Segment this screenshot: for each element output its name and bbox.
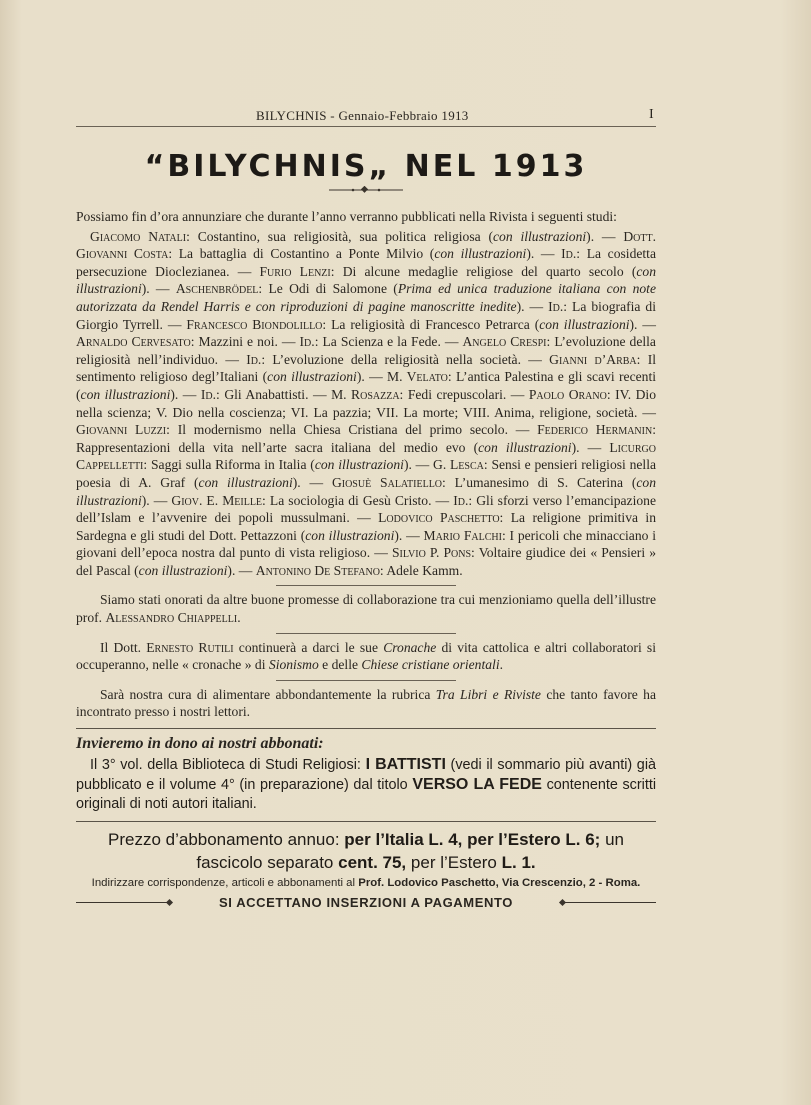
rubrica-paragraph <box>76 686 656 721</box>
article-note: con illustrazioni <box>267 369 357 385</box>
article-author: Dott. Giovanni Costa <box>76 228 656 262</box>
inserzioni-notice: SI ACCETTANO INSERZIONI A PAGAMENTO <box>218 895 513 911</box>
article-title: Mazzini e noi <box>198 334 275 350</box>
article-title: Fedi crepuscolari <box>407 386 503 402</box>
article-title: Il modernismo nella Chiesa Cristiana del primo secolo <box>177 422 505 438</box>
article-title: La battaglia di Costantino a Ponte Milvio <box>178 246 424 262</box>
article-title: La Scienza e la Fede <box>322 334 438 350</box>
page-number: I <box>649 107 654 122</box>
article-entry: — Id.: La Scienza e la Fede. <box>277 334 441 350</box>
article-author: Id. <box>453 492 469 508</box>
address-name: Prof. Lodovico Paschetto, Via Crescenzio, 2 - Roma. <box>358 877 641 890</box>
article-author: Giovanni Luzzi <box>76 422 167 438</box>
article-entry: — Id.: La cosidetta persecuzione Dioclezianea. <box>76 246 656 279</box>
rutili-mid3: e delle <box>322 657 359 673</box>
rutili-mid1: continuerà a darci le sue <box>238 639 378 655</box>
rubrica-pre: Sarà nostra cura di alimentare abbondantemente la rubrica <box>100 686 431 702</box>
running-head: BILYCHNIS - Gennaio-Febbraio 1913 <box>256 108 469 123</box>
article-title: La religiosità di Francesco Petrarca <box>331 316 530 332</box>
subscription-price <box>76 828 656 874</box>
article-entry: — Federico Hermanin: Rappresentazioni della vita nell’arte sacra italiana del medio evo (con illustrazioni). <box>76 422 656 455</box>
article-author: M. Velato <box>387 369 448 385</box>
article-title: Il sentimento religioso degl’Italiani <box>76 351 657 385</box>
article-title: Rappresentazioni della vita nell’arte sacra italiana del medio evo <box>76 439 466 455</box>
article-title: Saggi sulla Riforma in Italia <box>150 457 307 473</box>
article-author: Giacomo Natali <box>90 228 187 244</box>
article-author: Furio Lenzi <box>259 263 331 279</box>
article-entry: — Arnaldo Cervesato: Mazzini e noi. <box>76 316 656 350</box>
article-author: Paolo Orano <box>528 386 607 402</box>
rutili-sionismo: Sionismo <box>268 657 319 673</box>
price-text-2: un fascicolo separato <box>196 830 624 873</box>
article-author: M. Rosazza <box>331 386 400 402</box>
rubrica-name: Tra Libri e Riviste <box>435 686 541 702</box>
article-author: Id. <box>200 386 217 402</box>
article-entry: Giacomo Natali: Costantino, sua religiosità, sua politica religiosa (con illustrazioni). <box>90 228 595 244</box>
article-note: con illustrazioni <box>314 457 404 473</box>
inserzioni-row <box>76 895 656 910</box>
article-author: Lodovico Paschetto <box>378 510 500 526</box>
price-text-1: Prezzo d’abbonamento annuo: <box>108 830 340 850</box>
article-author: Federico Hermanin <box>537 422 653 438</box>
offer-text-2: (vedi il sommario più avanti) già pubblicato e il volume 4° (in preparazione) dal titolo <box>76 757 657 794</box>
article-title: L’evoluzione della religiosità nella società <box>272 351 518 367</box>
article-title: Costantino, sua religiosità, sua politica religiosa <box>197 228 481 244</box>
rubrica-post: che tanto favore ha incontrato presso i nostri lettori. <box>76 686 656 720</box>
article-author: G. Lesca <box>433 457 484 473</box>
rutili-chiese: Chiese cristiane orientali <box>361 657 500 673</box>
articles-list <box>76 228 656 580</box>
section-rule <box>76 728 656 729</box>
article-entry: — Furio Lenzi: Di alcune medaglie religiose del quarto secolo (con illustrazioni). <box>76 263 656 297</box>
article-note: con illustrazioni <box>434 246 527 262</box>
article-title: Di alcune medaglie religiose del quarto secolo <box>342 263 624 279</box>
collab-paragraph <box>76 591 656 626</box>
offer-book-1: I BATTISTI <box>365 756 446 774</box>
rutili-name: Ernesto Rutili <box>146 639 234 655</box>
rutili-pre: Il Dott. <box>100 639 142 655</box>
article-title: La sociologia di Gesù Cristo <box>269 492 429 508</box>
offer-book-2: VERSO LA FEDE <box>412 776 542 794</box>
article-entry: — Id.: Gli sforzi verso l’emancipazione dell’Islam e l’avvenire dei popoli mussulmani. <box>76 492 656 526</box>
article-entry: — Giovanni Luzzi: Il modernismo nella Chiesa Cristiana del primo secolo. <box>76 404 656 438</box>
article-entry: — M. Rosazza: Fedi crepuscolari. <box>308 386 507 402</box>
article-note: con illustrazioni <box>493 228 587 244</box>
article-entry: — M. Velato: L’antica Palestina e gli scavi recenti (con illustrazioni). <box>76 369 656 402</box>
running-header <box>76 100 656 127</box>
article-entry: — Angelo Crespi: L’evoluzione della religiosità nell’individuo. <box>76 334 656 367</box>
article-title: L’antica Palestina e gli scavi recenti <box>455 369 656 385</box>
article-entry: — Giosuè Salatiello: L’umanesimo di S. Caterina (con illustrazioni). <box>76 474 657 508</box>
article-entry: — Id.: La biografia di Giorgio Tyrrell. <box>76 298 657 332</box>
article-entry: — G. Lesca: Sensi e pensieri religiosi nella poesia di A. Graf (con illustrazioni). <box>76 457 657 490</box>
article-entry: — Gianni d’Arba: Il sentimento religioso degl’Italiani (con illustrazioni). <box>76 351 657 385</box>
collab-end: . <box>237 610 241 626</box>
collab-name: Alessandro Chiappelli <box>105 610 238 626</box>
article-title: L’evoluzione della religiosità nell’individuo <box>76 334 656 367</box>
article-author: Aschenbrödel <box>175 281 259 297</box>
rutili-cronache: Cronache <box>383 639 437 655</box>
article-note: con illustrazioni <box>80 386 171 402</box>
article-title: La biografia di Giorgio Tyrrell <box>76 298 657 332</box>
section-rule <box>76 821 656 822</box>
price-text-3: per l’Estero <box>410 853 497 873</box>
article-author: Licurgo Cappelletti <box>76 439 656 473</box>
ornament-rule-left <box>76 902 172 903</box>
section-divider <box>276 680 456 681</box>
article-title: Adele Kamm <box>386 562 460 578</box>
article-author: Id. <box>246 351 262 367</box>
article-entry: — Lodovico Paschetto: La religione primitiva in Sardegna e gli studi del Dott. Pettazzoni (con illustrazioni). <box>76 510 656 543</box>
article-entry: — Silvio P. Pons: Voltaire giudice dei « Pensieri » del Pascal (con illustrazioni). <box>76 545 657 578</box>
article-author: Angelo Crespi <box>462 334 547 350</box>
article-entry: — Antonino De Stefano: Adele Kamm. <box>235 562 463 578</box>
article-author: Id. <box>561 246 577 262</box>
price-single-issue: cent. 75, <box>338 853 407 873</box>
article-note: Prima ed unica traduzione italiana con note autorizzata da Rendel Harris e con riproduzioni di pagine manoscritte inedite <box>76 281 656 314</box>
address-line <box>76 877 656 889</box>
article-title: La religione primitiva in Sardegna e gli studi del Dott. Pettazzoni <box>76 510 656 543</box>
price-single-abroad: L. 1. <box>501 853 536 873</box>
article-title: Le Odi di Salomone <box>268 281 387 297</box>
article-note: con illustrazioni <box>305 527 395 543</box>
section-divider <box>276 633 456 634</box>
section-divider <box>276 585 456 586</box>
article-author: Gianni d’Arba <box>549 351 637 367</box>
offer-heading: Invieremo in dono ai nostri abbonati: <box>76 735 324 753</box>
article-entry: — Id.: L’evoluzione della religiosità nella società. <box>218 351 521 367</box>
rutili-paragraph <box>76 639 656 674</box>
article-title: Gli Anabattisti <box>224 386 306 402</box>
article-entry: — Giov. E. Meille: La sociologia di Gesù Cristo. <box>149 492 432 508</box>
article-entry: — Dott. Giovanni Costa: La battaglia di Costantino a Ponte Milvio (con illustrazioni). <box>76 228 656 262</box>
title-ornament <box>329 186 403 194</box>
page-content <box>76 100 656 910</box>
ornament-rule-right <box>560 902 656 903</box>
main-title: “BILYCHNIS„ NEL 1913 <box>144 149 588 184</box>
article-note: con illustrazioni <box>539 316 630 332</box>
article-author: Id. <box>548 298 564 314</box>
address-text: Indirizzare corrispondenze, articoli e abbonamenti al <box>91 877 356 890</box>
article-title: Sensi e pensieri religiosi nella poesia di A. Graf <box>76 457 657 490</box>
article-entry: — Aschenbrödel: Le Odi di Salomone (Prima ed unica traduzione italiana con note autorizzata da Rendel Harris e con riproduzioni di pagine manoscritte inedite). <box>76 281 656 314</box>
article-entry: — Licurgo Cappelletti: Saggi sulla Riforma in Italia (con illustrazioni). <box>76 439 656 473</box>
rutili-end: . <box>499 657 504 673</box>
article-title: I pericoli che minacciano i giovani dell’epoca nostra dal punto di vista religioso <box>76 527 657 561</box>
intro-paragraph: Possiamo fin d’ora annunziare che durante l’anno verranno pubblicati nella Rivista i seguenti studi: <box>76 209 617 224</box>
article-entry: — Francesco Biondolillo: La religiosità di Francesco Petrarca (con illustrazioni). <box>162 316 638 332</box>
article-entry: — Id.: Gli Anabattisti. <box>178 386 309 402</box>
offer-text-1: Il 3° vol. della Biblioteca di Studi Religiosi: <box>90 757 361 774</box>
article-author: Giov. E. Meille <box>171 492 263 508</box>
offer-paragraph <box>76 755 656 814</box>
article-title: Gli sforzi verso l’emancipazione dell’Islam e l’avvenire dei popoli mussulmani <box>76 492 656 526</box>
article-note: con illustrazioni <box>138 562 228 578</box>
article-title: IV. Dio nella scienza; V. Dio nella coscienza; VI. La pazzia; VII. La morte; VIII. Anima, religione, società <box>76 386 656 420</box>
collab-text: Siamo stati onorati da altre buone promesse di collaborazione tra cui menzioniamo quella dell’illustre prof. <box>76 592 656 626</box>
article-author: Id. <box>299 334 315 350</box>
article-author: Arnaldo Cervesato <box>76 334 191 350</box>
article-note: con illustrazioni <box>478 439 572 455</box>
article-note: con illustrazioni <box>76 263 656 297</box>
article-author: Mario Falchi <box>423 527 502 543</box>
offer-text-3: contenente scritti originali di noti autori italiani. <box>76 777 657 813</box>
article-entry: — Mario Falchi: I pericoli che minacciano i giovani dell’epoca nostra dal punto di vista religioso. <box>76 527 657 561</box>
article-author: Francesco Biondolillo <box>186 316 323 332</box>
article-note: con illustrazioni <box>198 474 293 490</box>
article-author: Silvio P. Pons <box>391 545 472 561</box>
article-entry: — Paolo Orano: IV. Dio nella scienza; V. Dio nella coscienza; VI. La pazzia; VII. La morte; VIII. Anima, religione, società. <box>76 386 656 420</box>
article-author: Giosuè Salatiello <box>331 474 443 490</box>
price-italy-abroad: per l’Italia L. 4, per l’Estero L. 6; <box>344 830 601 850</box>
article-author: Antonino De Stefano <box>255 562 380 578</box>
rutili-mid2: di vita cattolica e altri collaboratori si occuperanno, nelle « cronache » di <box>76 639 656 673</box>
article-title: La cosidetta persecuzione Dioclezianea <box>76 246 656 279</box>
article-title: Voltaire giudice dei « Pensieri » del Pascal <box>76 545 657 578</box>
article-note: con illustrazioni <box>76 474 657 508</box>
article-title: L’umanesimo di S. Caterina <box>454 474 623 490</box>
